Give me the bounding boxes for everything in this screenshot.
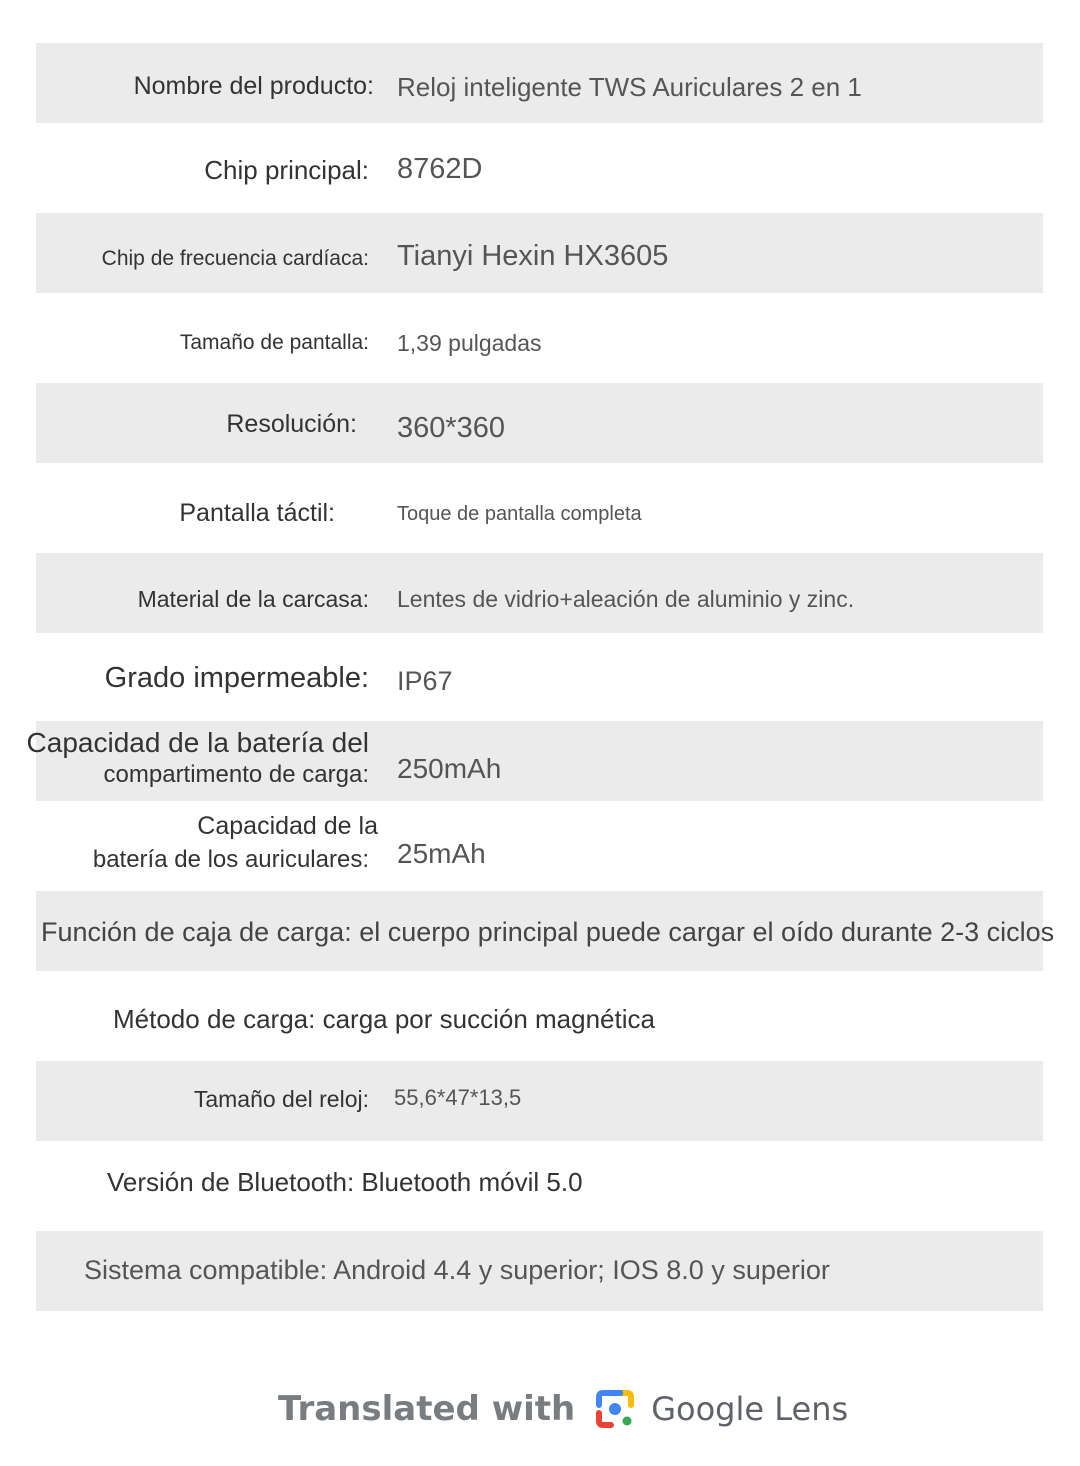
spec-text: Sistema compatible: Android 4.4 y superior; IOS 8.0 y superior <box>84 1255 830 1285</box>
spec-label: Pantalla táctil: <box>179 499 335 527</box>
spec-row-case-battery <box>26 721 1043 801</box>
spec-value: 8762D <box>397 153 483 185</box>
spec-value: Reloj inteligente TWS Auriculares 2 en 1 <box>397 72 862 102</box>
spec-label-line2: compartimento de carga: <box>103 761 369 788</box>
spec-value: IP67 <box>397 666 453 696</box>
spec-value: Tianyi Hexin HX3605 <box>397 240 669 272</box>
spec-label: Tamaño de pantalla: <box>179 331 369 354</box>
spec-text: Versión de Bluetooth: Bluetooth móvil 5.0 <box>107 1167 583 1197</box>
spec-row-charging-case-function <box>36 891 1055 971</box>
spec-row-resolution <box>36 383 1043 463</box>
spec-value: Toque de pantalla completa <box>397 503 642 525</box>
spec-text: Método de carga: carga por succión magnética <box>113 1004 655 1034</box>
spec-label-line1: Capacidad de la batería del <box>26 727 369 758</box>
spec-value: 25mAh <box>397 838 486 869</box>
spec-row-main-chip <box>36 128 1043 208</box>
spec-label: Chip de frecuencia cardíaca: <box>101 247 369 270</box>
spec-row-waterproof <box>36 638 1043 718</box>
spec-row-touchscreen <box>36 468 1043 548</box>
spec-row-case-material <box>36 553 1043 633</box>
spec-row-compatible-system <box>36 1231 1043 1311</box>
spec-value: Lentes de vidrio+aleación de aluminio y zinc. <box>397 586 855 612</box>
google-lens-icon <box>593 1387 637 1431</box>
spec-label: Grado impermeable: <box>104 662 369 694</box>
spec-text: Función de caja de carga: el cuerpo principal puede cargar el oído durante 2-3 ciclos <box>41 917 1055 947</box>
spec-row-charging-method <box>36 976 1043 1056</box>
spec-row-bluetooth <box>36 1146 1043 1226</box>
spec-label-line1: Capacidad de la <box>197 812 378 840</box>
spec-row-heart-rate-chip <box>36 213 1043 293</box>
spec-label-line2: batería de los auriculares: <box>92 846 369 873</box>
spec-value: 250mAh <box>397 753 502 784</box>
google-lens-brand: Google Lens <box>651 1390 849 1428</box>
spec-value: 55,6*47*13,5 <box>394 1085 522 1110</box>
spec-label: Chip principal: <box>204 155 369 185</box>
spec-value: 1,39 pulgadas <box>397 330 542 356</box>
spec-label: Nombre del producto: <box>133 72 374 100</box>
spec-row-watch-size <box>36 1061 1043 1141</box>
spec-label: Tamaño del reloj: <box>193 1086 369 1112</box>
spec-label: Material de la carcasa: <box>137 586 369 612</box>
google-lens-attribution <box>278 1384 848 1434</box>
translated-with-text: Translated with <box>278 1389 576 1429</box>
spec-row-product-name <box>36 43 1043 123</box>
spec-row-screen-size <box>36 298 1043 378</box>
spec-value: 360*360 <box>397 412 506 444</box>
spec-row-earbud-battery <box>36 806 1043 891</box>
spec-label: Resolución: <box>226 410 357 438</box>
